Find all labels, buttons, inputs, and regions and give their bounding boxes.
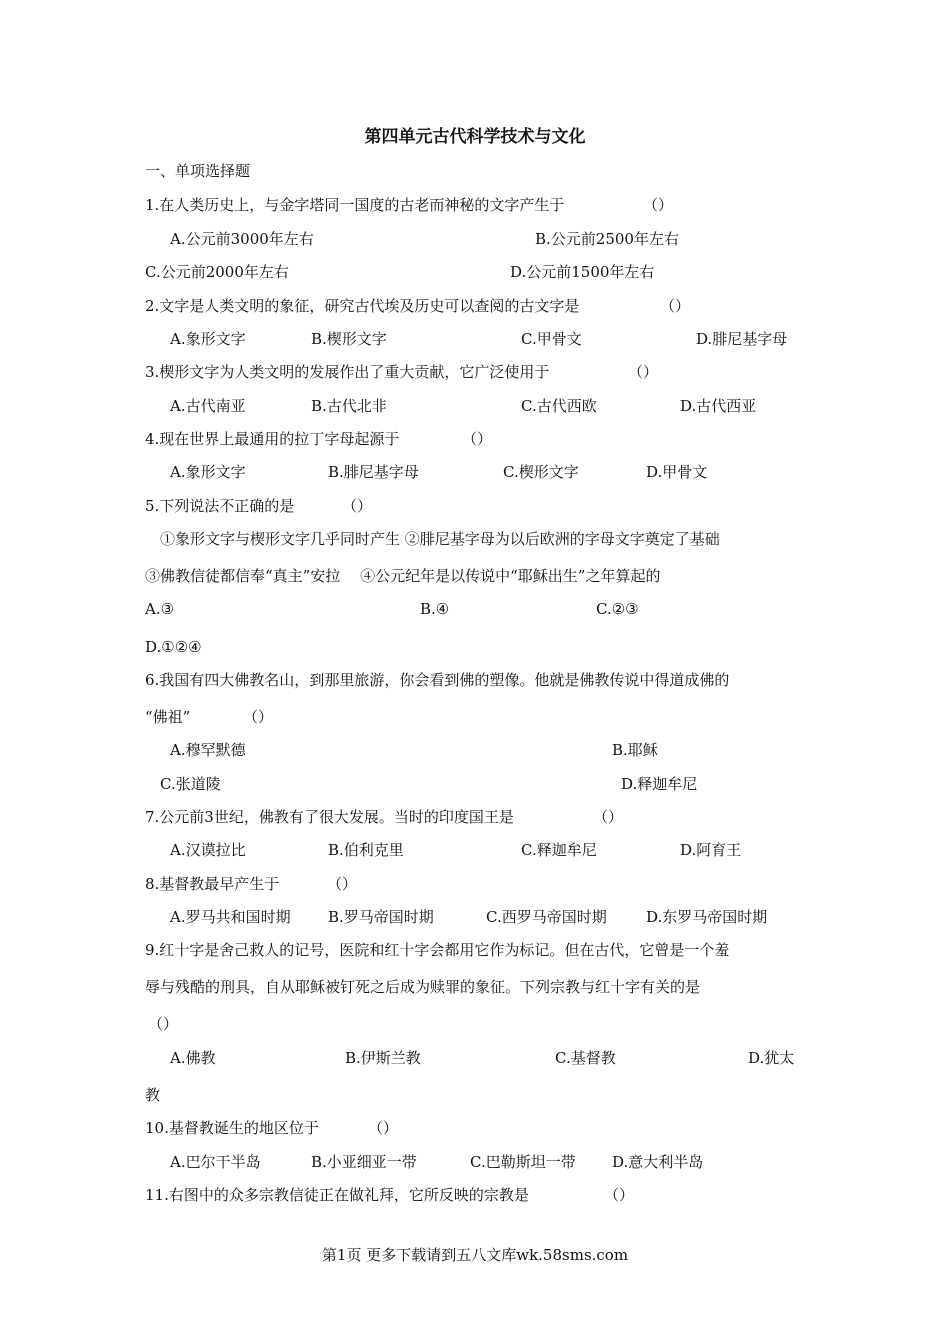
q9-option-b: B.伊斯兰教 — [345, 1049, 421, 1067]
q6-option-a: A.穆罕默德 — [170, 741, 246, 759]
q7-option-b: B.伯利克里 — [328, 841, 404, 859]
q6-option-c: C.张道陵 — [160, 775, 221, 793]
q10-option-a: A.巴尔干半岛 — [170, 1153, 261, 1171]
q7-option-d: D.阿育王 — [680, 841, 742, 859]
q2-option-a: A.象形文字 — [170, 330, 246, 348]
q10-option-c: C.巴勒斯坦一带 — [470, 1153, 576, 1171]
q2-option-d: D.腓尼基字母 — [696, 330, 788, 348]
q2-stem: 2.文字是人类文明的象征，研究古代埃及历史可以查阅的古文字是 — [145, 297, 580, 315]
q3-option-c: C.古代西欧 — [521, 397, 597, 415]
q5-statements-line2: ③佛教信徒都信奉“真主”安拉 ④公元纪年是以传说中“耶稣出生”之年算起的 — [145, 567, 661, 585]
q5-statements-line1: ①象形文字与楔形文字几乎同时产生 ②腓尼基字母为以后欧洲的字母文字奠定了基础 — [160, 530, 720, 548]
q3-option-d: D.古代西亚 — [680, 397, 757, 415]
q5-option-d: D.①②④ — [145, 638, 202, 656]
q1-option-b: B.公元前2500年左右 — [535, 230, 679, 248]
q6-stem-line1: 6.我国有四大佛教名山，到那里旅游，你会看到佛的塑像。他就是佛教传说中得道成佛的 — [145, 671, 730, 689]
q4-option-d: D.甲骨文 — [646, 463, 708, 481]
q4-stem: 4.现在世界上最通用的拉丁字母起源于 — [145, 430, 400, 448]
q8-option-c: C.西罗马帝国时期 — [486, 908, 607, 926]
q5-option-c: C.②③ — [596, 600, 639, 618]
q3-option-a: A.古代南亚 — [170, 397, 246, 415]
q6-paren: （） — [243, 708, 274, 726]
q1-option-a: A.公元前3000年左右 — [170, 230, 314, 248]
q4-option-b: B.腓尼基字母 — [328, 463, 419, 481]
q7-paren: （） — [593, 808, 624, 826]
q10-option-b: B.小亚细亚一带 — [311, 1153, 417, 1171]
q9-stem-line1: 9.红十字是舍己救人的记号，医院和红十字会都用它作为标记。但在古代，它曾是一个羞 — [145, 941, 730, 959]
q7-option-c: C.释迦牟尼 — [521, 841, 597, 859]
q1-stem: 1.在人类历史上，与金字塔同一国度的古老而神秘的文字产生于 — [145, 196, 565, 214]
page-title: 第四单元古代科学技术与文化 — [364, 127, 586, 147]
q6-stem-line2: “佛祖” — [145, 708, 191, 726]
q3-option-b: B.古代北非 — [311, 397, 387, 415]
q8-paren: （） — [327, 875, 358, 893]
q11-stem: 11.右图中的众多宗教信徒正在做礼拜，它所反映的宗教是 — [145, 1186, 529, 1204]
q11-paren: （） — [604, 1186, 635, 1204]
q4-option-a: A.象形文字 — [170, 463, 246, 481]
q5-option-b: B.④ — [420, 600, 450, 618]
q8-option-d: D.东罗马帝国时期 — [646, 908, 768, 926]
q6-option-b: B.耶稣 — [612, 741, 658, 759]
q9-option-d-wrap: 教 — [145, 1086, 161, 1104]
q1-option-c: C.公元前2000年左右 — [145, 263, 289, 281]
q10-stem: 10.基督教诞生的地区位于 — [145, 1119, 319, 1137]
q5-paren: （） — [342, 497, 373, 515]
q2-option-b: B.楔形文字 — [311, 330, 387, 348]
q10-option-d: D.意大利半岛 — [612, 1153, 704, 1171]
q9-paren: （） — [148, 1015, 179, 1033]
q1-paren: （） — [643, 196, 674, 214]
q7-stem: 7.公元前3世纪，佛教有了很大发展。当时的印度国王是 — [145, 808, 514, 826]
q6-option-d: D.释迦牟尼 — [621, 775, 698, 793]
q5-stem: 5.下列说法不正确的是 — [145, 497, 295, 515]
q8-option-a: A.罗马共和国时期 — [170, 908, 291, 926]
page-footer: 第1页 更多下载请到五八文库wk.58sms.com — [321, 1246, 629, 1264]
q4-paren: （） — [462, 430, 493, 448]
q2-option-c: C.甲骨文 — [521, 330, 582, 348]
q9-option-c: C.基督教 — [555, 1049, 616, 1067]
q3-paren: （） — [628, 363, 659, 381]
q2-paren: （） — [660, 297, 691, 315]
q5-option-a: A.③ — [145, 600, 175, 618]
q8-stem: 8.基督教最早产生于 — [145, 875, 280, 893]
q9-stem-line2: 辱与残酷的刑具，自从耶稣被钉死之后成为赎罪的象征。下列宗教与红十字有关的是 — [145, 978, 701, 996]
q1-option-d: D.公元前1500年左右 — [510, 263, 655, 281]
q7-option-a: A.汉谟拉比 — [170, 841, 246, 859]
q4-option-c: C.楔形文字 — [503, 463, 579, 481]
q10-paren: （） — [368, 1119, 399, 1137]
q3-stem: 3.楔形文字为人类文明的发展作出了重大贡献，它广泛使用于 — [145, 363, 550, 381]
q9-option-a: A.佛教 — [170, 1049, 216, 1067]
q9-option-d: D.犹太 — [748, 1049, 795, 1067]
q8-option-b: B.罗马帝国时期 — [328, 908, 434, 926]
section-heading: 一、单项选择题 — [145, 162, 251, 180]
